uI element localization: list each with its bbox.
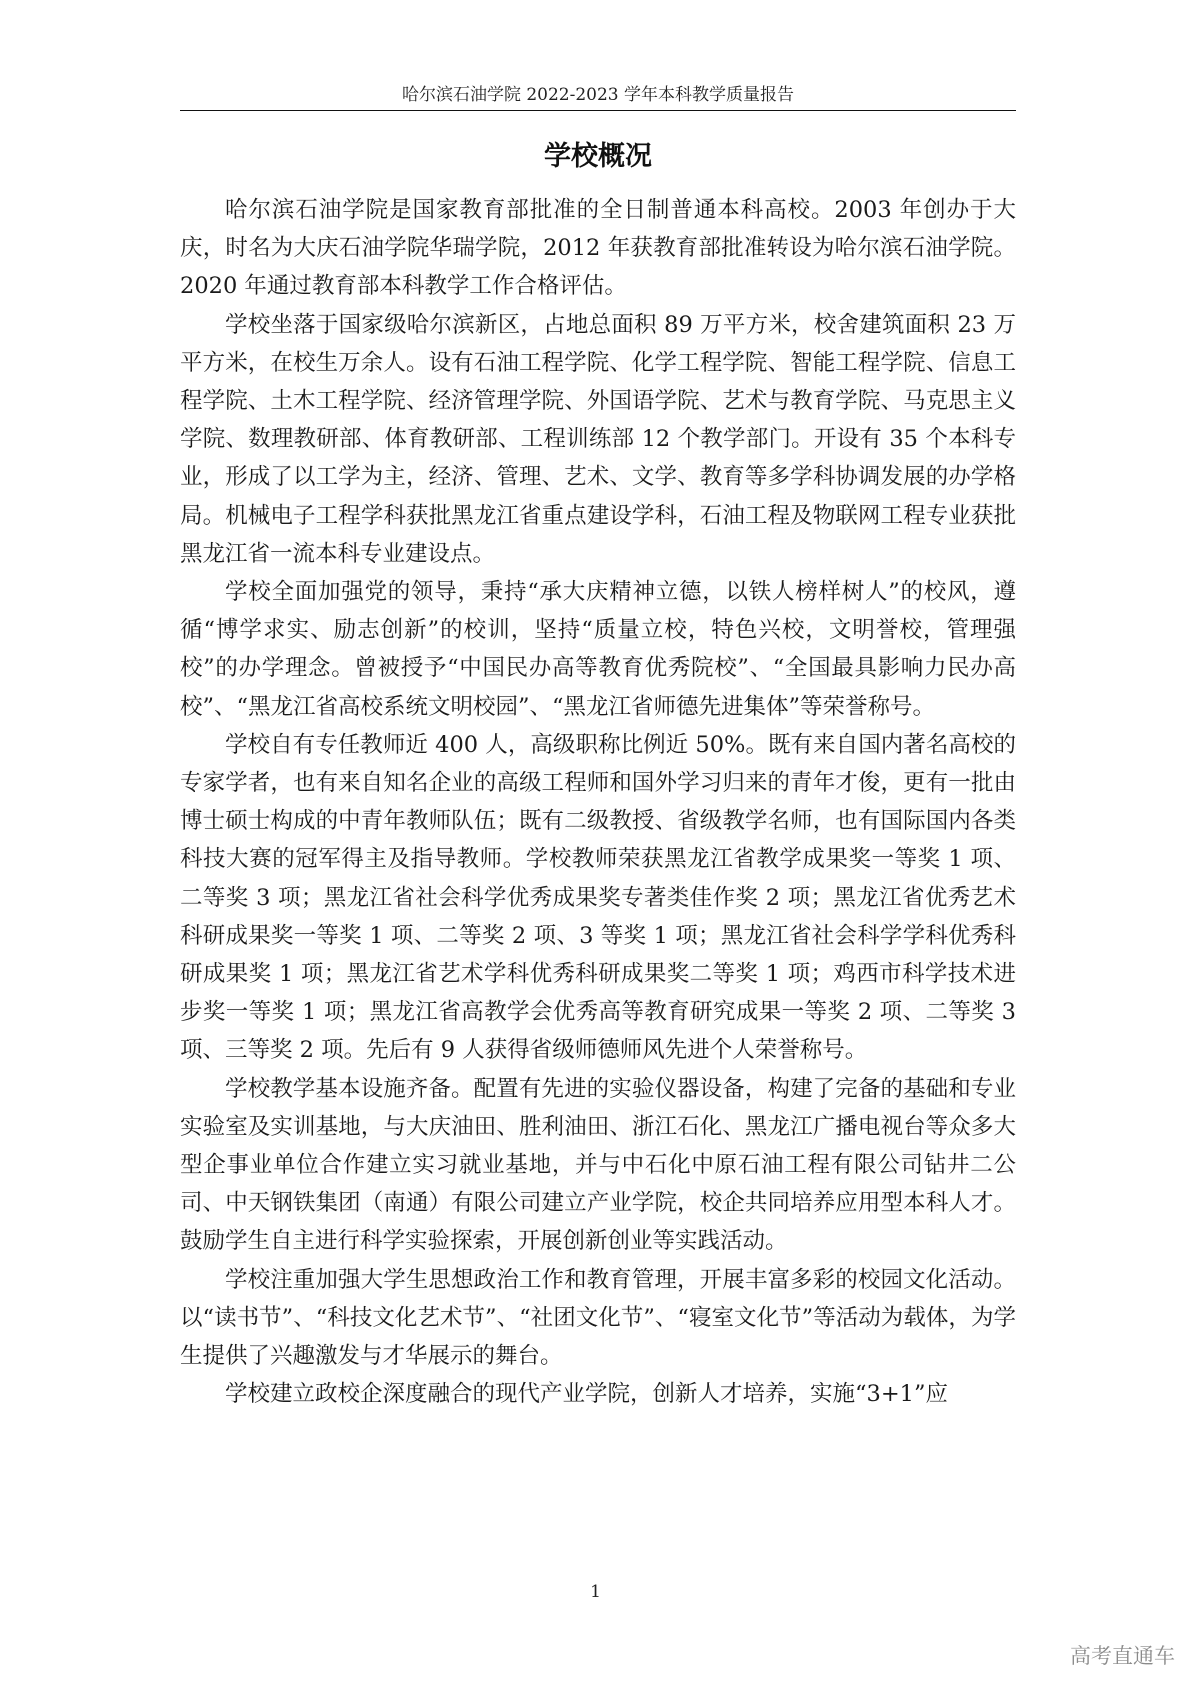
- running-header: 哈尔滨石油学院 2022-2023 学年本科教学质量报告: [401, 85, 795, 105]
- paragraph-industry-college: 学校建立政校企深度融合的现代产业学院，创新人才培养，实施“3+1”应: [225, 1381, 948, 1408]
- page-title: 学校概况: [544, 141, 652, 172]
- paragraph-student-life: 学校注重加强大学生思想政治工作和教育管理，开展丰富多彩的校园文化活动。以“读书节”、“科技文化艺术节”、“社团文化节”、“寝室文化节”等活动为载体，为学生提供了兴趣激发与才华展示的舞台。: [180, 1266, 1016, 1370]
- paragraph-intro: 哈尔滨石油学院是国家教育部批准的全日制普通本科高校。2003 年创办于大庆，时名为大庆石油学院华瑞学院，2012 年获教育部批准转设为哈尔滨石油学院。2020 年通过教育部本科教学工作合格评估。: [180, 197, 1016, 300]
- paragraph-ethos: 学校全面加强党的领导，秉持“承大庆精神立德，以铁人榜样树人”的校风，遵循“博学求实、励志创新”的校训，坚持“质量立校，特色兴校，文明誉校，管理强校”的办学理念。曾被授予“中国民办高等教育优秀院校”、“全国最具影响力民办高校”、“黑龙江省高校系统文明校园”、“黑龙江省师德先进集体”等荣誉称号。: [180, 579, 1016, 720]
- watermark-text: 高考直通车: [1070, 1644, 1175, 1668]
- body-text: [180, 191, 1016, 1414]
- paragraph-faculty: 学校自有专任教师近 400 人，高级职称比例近 50%。既有来自国内著名高校的专家学者，也有来自知名企业的高级工程师和国外学习归来的青年才俊，更有一批由博士硕士构成的中青年教师队伍；既有二级教授、省级教学名师，也有国际国内各类科技大赛的冠军得主及指导教师。学校教师荣获黑龙江省教学成果奖一等奖 1 项、二等奖 3 项；黑龙江省社会科学优秀成果奖专著类佳作奖 2 项；黑龙江省优秀艺术科研成果奖一等奖 1 项、二等奖 2 项、3 等奖 1 项；黑龙江省社会科学学科优秀科研成果奖 1 项；黑龙江省艺术学科优秀科研成果奖二等奖 1 项；鸡西市科学技术进步奖一等奖 1 项；黑龙江省高教学会优秀高等教育研究成果一等奖 2 项、二等奖 3 项、三等奖 2 项。先后有 9 人获得省级师德师风先进个人荣誉称号。: [180, 731, 1016, 1064]
- page-number: 1: [590, 1582, 601, 1602]
- paragraph-campus: 学校坐落于国家级哈尔滨新区，占地总面积 89 万平方米，校舍建筑面积 23 万平方米，在校生万余人。设有石油工程学院、化学工程学院、智能工程学院、信息工程学院、土木工程学院、经济管理学院、外国语学院、艺术与教育学院、马克思主义学院、数理教研部、体育教研部、工程训练部 12 个教学部门。开设有 35 个本科专业，形成了以工学为主，经济、管理、艺术、文学、教育等多学科协调发展的办学格局。机械电子工程学科获批黑龙江省重点建设学科，石油工程及物联网工程专业获批黑龙江省一流本科专业建设点。: [180, 311, 1016, 567]
- header-divider: [180, 110, 1016, 111]
- paragraph-facilities: 学校教学基本设施齐备。配置有先进的实验仪器设备，构建了完备的基础和专业实验室及实训基地，与大庆油田、胜利油田、浙江石化、黑龙江广播电视台等众多大型企事业单位合作建立实习就业基地，并与中石化中原石油工程有限公司钻井二公司、中天钢铁集团（南通）有限公司建立产业学院，校企共同培养应用型本科人才。鼓励学生自主进行科学实验探索，开展创新创业等实践活动。: [180, 1075, 1016, 1255]
